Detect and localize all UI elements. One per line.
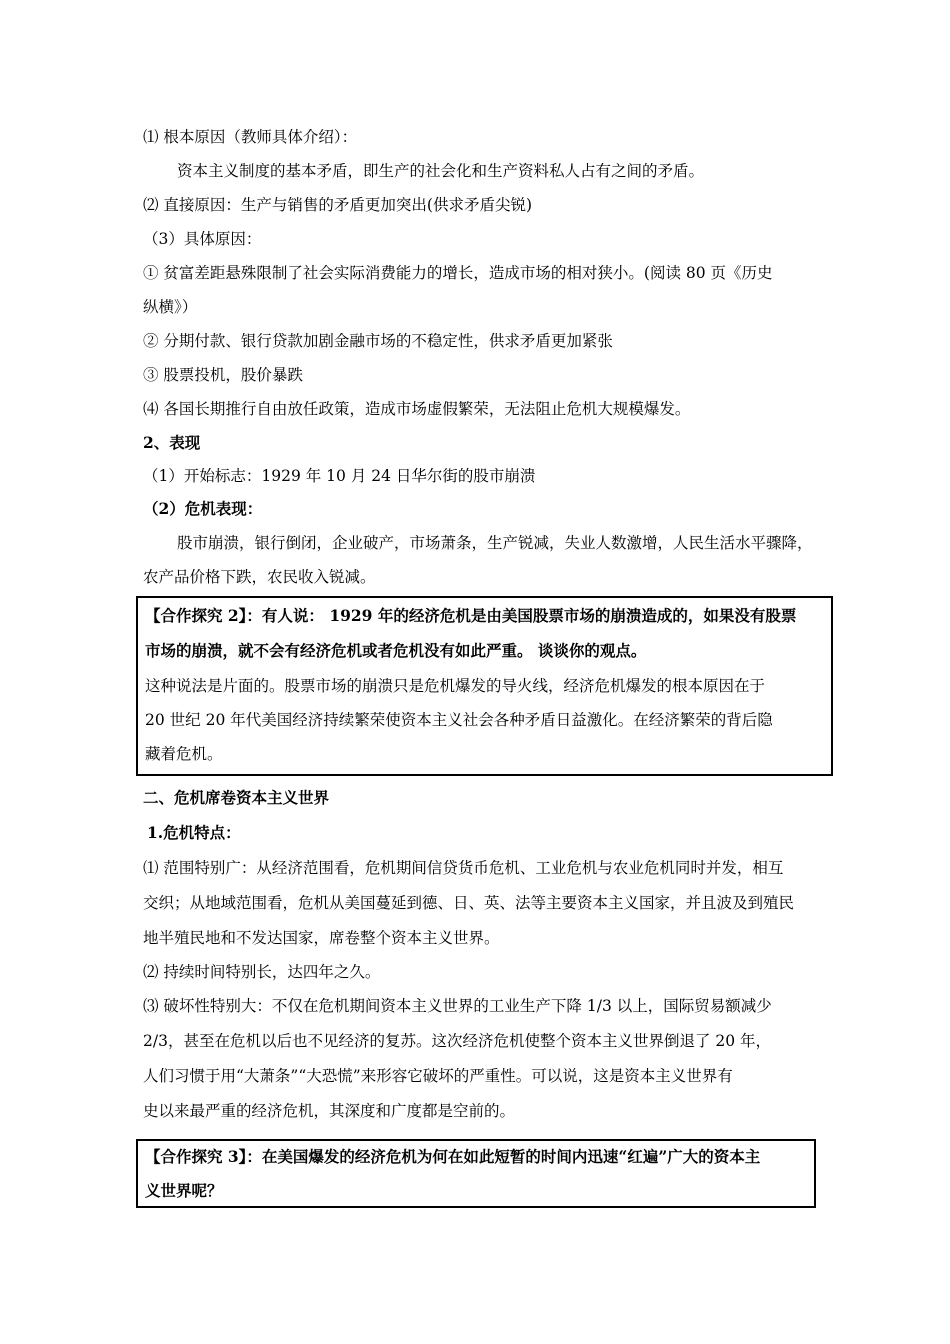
feature-3-line-3: 人们习惯于用“大萧条”“大恐慌”来形容它破坏的严重性。可以说，这是资本主义世界有 xyxy=(143,1067,733,1085)
feature-3-line-2: 2/3，甚至在危机以后也不见经济的复苏。这次经济危机使整个资本主义世界倒退了 20 年， xyxy=(143,1032,772,1050)
manifest-start: （1）开始标志：1929 年 10 月 24 日华尔街的股市崩溃 xyxy=(143,467,536,485)
direct-cause: ⑵ 直接原因：生产与销售的矛盾更加突出(供求矛盾尖锐) xyxy=(143,196,533,214)
feature-1-line-3: 地半殖民地和不发达国家，席卷整个资本主义世界。 xyxy=(143,929,500,947)
inquiry-2-question-line-1: 【合作探究 2】：有人说： 1929 年的经济危机是由美国股票市场的崩溃造成的，如果没有股票 xyxy=(145,606,797,625)
root-cause-title: ⑴ 根本原因（教师具体介绍）： xyxy=(143,128,358,146)
feature-3-line-1: ⑶ 破坏性特别大：不仅在危机期间资本主义世界的工业生产下降 1/3 以上，国际贸易额减少 xyxy=(143,997,772,1015)
section-2-heading: 二、危机席卷资本主义世界 xyxy=(143,788,330,807)
inquiry-2-question-line-2: 市场的崩溃，就不会有经济危机或者危机没有如此严重。 谈谈你的观点。 xyxy=(145,641,647,660)
section-2-subheading: 1.危机特点： xyxy=(147,823,241,842)
specific-cause-item-1-cont: 纵横》） xyxy=(143,298,198,316)
inquiry-3-question-line-2: 义世界呢？ xyxy=(145,1181,223,1200)
specific-cause-title: （3）具体原因： xyxy=(143,230,262,248)
crisis-text-line-1: 股市崩溃，银行倒闭，企业破产，市场萧条，生产锐减，失业人数激增，人民生活水平骤降， xyxy=(177,534,813,552)
feature-3-line-4: 史以来最严重的经济危机，其深度和广度都是空前的。 xyxy=(143,1102,516,1120)
inquiry-3-box xyxy=(136,1139,816,1208)
specific-cause-item-4: ⑷ 各国长期推行自由放任政策，造成市场虚假繁荣，无法阻止危机大规模爆发。 xyxy=(143,400,691,418)
root-cause-text: 资本主义制度的基本矛盾，即生产的社会化和生产资料私人占有之间的矛盾。 xyxy=(177,162,705,180)
inquiry-2-answer-line-2: 20 世纪 20 年代美国经济持续繁荣使资本主义社会各种矛盾日益激化。在经济繁荣的背后隐 xyxy=(145,711,773,729)
crisis-text-line-2: 农产品价格下跌，农民收入锐减。 xyxy=(143,568,376,586)
inquiry-2-answer-line-3: 藏着危机。 xyxy=(145,745,223,763)
inquiry-2-answer-line-1: 这种说法是片面的。股票市场的崩溃只是危机爆发的导火线，经济危机爆发的根本原因在于 xyxy=(145,677,766,695)
feature-1-line-2: 交织；从地域范围看，危机从美国蔓延到德、日、英、法等主要资本主义国家，并且波及到殖民 xyxy=(143,894,795,912)
specific-cause-item-2: ② 分期付款、银行贷款加剧金融市场的不稳定性，供求矛盾更加紧张 xyxy=(143,332,613,350)
inquiry-3-question-line-1: 【合作探究 3】：在美国爆发的经济危机为何在如此短暂的时间内迅速“红遍”广大的资本主 xyxy=(145,1147,761,1166)
inquiry-2-box xyxy=(136,596,833,776)
feature-2: ⑵ 持续时间特别长，达四年之久。 xyxy=(143,963,381,981)
crisis-title: （2）危机表现： xyxy=(143,499,263,518)
specific-cause-item-3: ③ 股票投机，股价暴跌 xyxy=(143,366,303,384)
specific-cause-item-1: ① 贫富差距悬殊限制了社会实际消费能力的增长，造成市场的相对狭小。(阅读 80 页《历史 xyxy=(143,264,773,282)
manifest-heading: 2、表现 xyxy=(143,433,201,452)
feature-1-line-1: ⑴ 范围特别广：从经济范围看，危机期间信贷货币危机、工业危机与农业危机同时并发，相互 xyxy=(143,859,784,877)
